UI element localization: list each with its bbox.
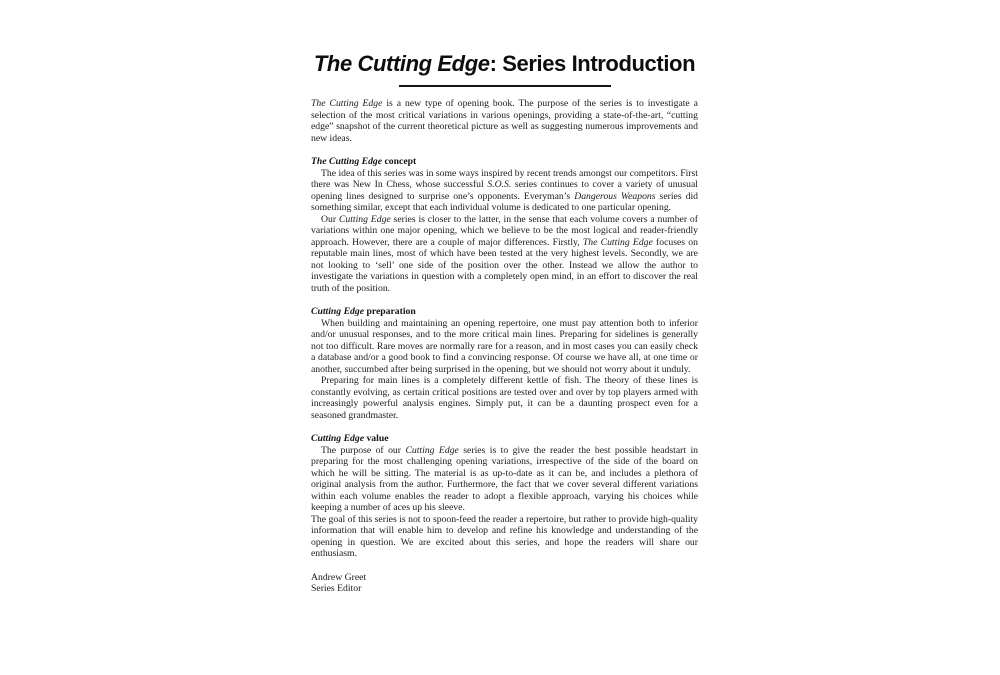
- signature-block: [311, 572, 698, 595]
- text-run: : Series Introduction: [489, 51, 696, 76]
- text-run: preparation: [364, 306, 416, 317]
- text-run: The purpose of our: [321, 444, 406, 456]
- title-underline: [399, 85, 611, 87]
- text-run: Cutting Edge: [311, 433, 365, 444]
- text-run: S.O.S.: [487, 179, 512, 190]
- text-run: When building and maintaining an opening repertoire, one must pay attention both to inferior and/or unusual responses, and to the more critical main lines. Preparing for sidelines is generally not too difficult. Rare moves are normally rare for a reason, and in most cases you can easily check a database and/or a good book to find a convincing response. Of course we have all, at one time or another, succumbed after being surprised in the opening, but we should not worry about it unduly.: [311, 317, 698, 375]
- section-heading-preparation: [311, 306, 698, 318]
- page-title: [311, 50, 698, 77]
- text-run: series continues to cover a variety of unusual opening lines designed to surprise one’s opponents. Everyman’s: [311, 179, 698, 202]
- text-run: Cutting Edge: [338, 213, 391, 225]
- preparation-paragraph-2: [311, 375, 698, 421]
- intro-paragraph: [311, 98, 698, 144]
- text-run: focuses on reputable main lines, most of which have been tested at the very highest levels. Secondly, we are not looking to ‘sell’ one side of the position over the other. Instead we allow the author to investigate the variations in question with a completely open mind, in an effort to discover the real truth of the position.: [311, 236, 698, 294]
- text-run: Cutting Edge: [311, 306, 365, 317]
- value-paragraph-1: [311, 445, 698, 514]
- text-run: Our: [321, 213, 339, 225]
- text-run: The Cutting Edge: [582, 236, 653, 248]
- text-run: Preparing for main lines is a completely different kettle of fish. The theory of these lines is constantly evolving, as certain critical positions are tested over and over by top players armed with increasingly powerful analysis engines. Simply put, it can be a daunting prospect even for a seasoned grandmaster.: [311, 375, 698, 421]
- text-run: series is to give the reader the best possible headstart in preparing for the most challenging opening variations, irrespective of the side of the board on which he will be sitting. The material is as up-to-date as it can be, and includes a plethora of original analysis from the author. Furthermore, the fact that we cover several different variations within each volume enables the reader to adopt a flexible approach, varying his choices while keeping a number of aces up his sleeve.: [311, 444, 698, 513]
- page-body: [311, 98, 698, 595]
- section-heading-concept: [311, 156, 698, 168]
- signature-name: Andrew Greet: [311, 571, 367, 583]
- section-heading-value: [311, 433, 698, 445]
- text-run: The goal of this series is not to spoon-feed the reader a repertoire, but rather to provide high-quality information that will enable him to develop and refine his knowledge and understanding of the opening in question. We are excited about this series, and hope the readers will share our enthusiasm.: [311, 513, 698, 559]
- text-run: series is closer to the latter, in the sense that each volume covers a number of variations within one major opening, which we believe to be the most logical and reader-friendly approach. However, there are a couple of major differences. Firstly,: [311, 213, 698, 248]
- preparation-paragraph-1: [311, 318, 698, 376]
- text-run: value: [364, 433, 389, 444]
- text-run: The Cutting Edge: [313, 51, 490, 76]
- text-run: series did something similar, except that each individual volume is dedicated to one particular opening.: [311, 190, 699, 213]
- text-run: The Cutting Edge: [311, 98, 383, 109]
- text-run: The idea of this series was in some ways inspired by recent trends amongst our competitors. First there was New In Chess, whose successful: [311, 167, 698, 190]
- concept-paragraph-1: [311, 168, 698, 214]
- text-run: The Cutting Edge: [311, 156, 383, 167]
- text-run: is a new type of opening book. The purpose of the series is to investigate a selection of the most critical variations in various openings, providing a state-of-the-art, “cutting edge” snapshot of the current theoretical picture as well as suggesting numerous improvements and new ideas.: [311, 98, 698, 144]
- text-run: Dangerous Weapons: [574, 190, 656, 202]
- closing-paragraph: [311, 514, 698, 560]
- signature-role: Series Editor: [311, 583, 362, 594]
- text-run: Cutting Edge: [405, 444, 459, 456]
- text-column: [311, 0, 698, 595]
- concept-paragraph-2: [311, 214, 698, 295]
- text-run: concept: [382, 156, 417, 167]
